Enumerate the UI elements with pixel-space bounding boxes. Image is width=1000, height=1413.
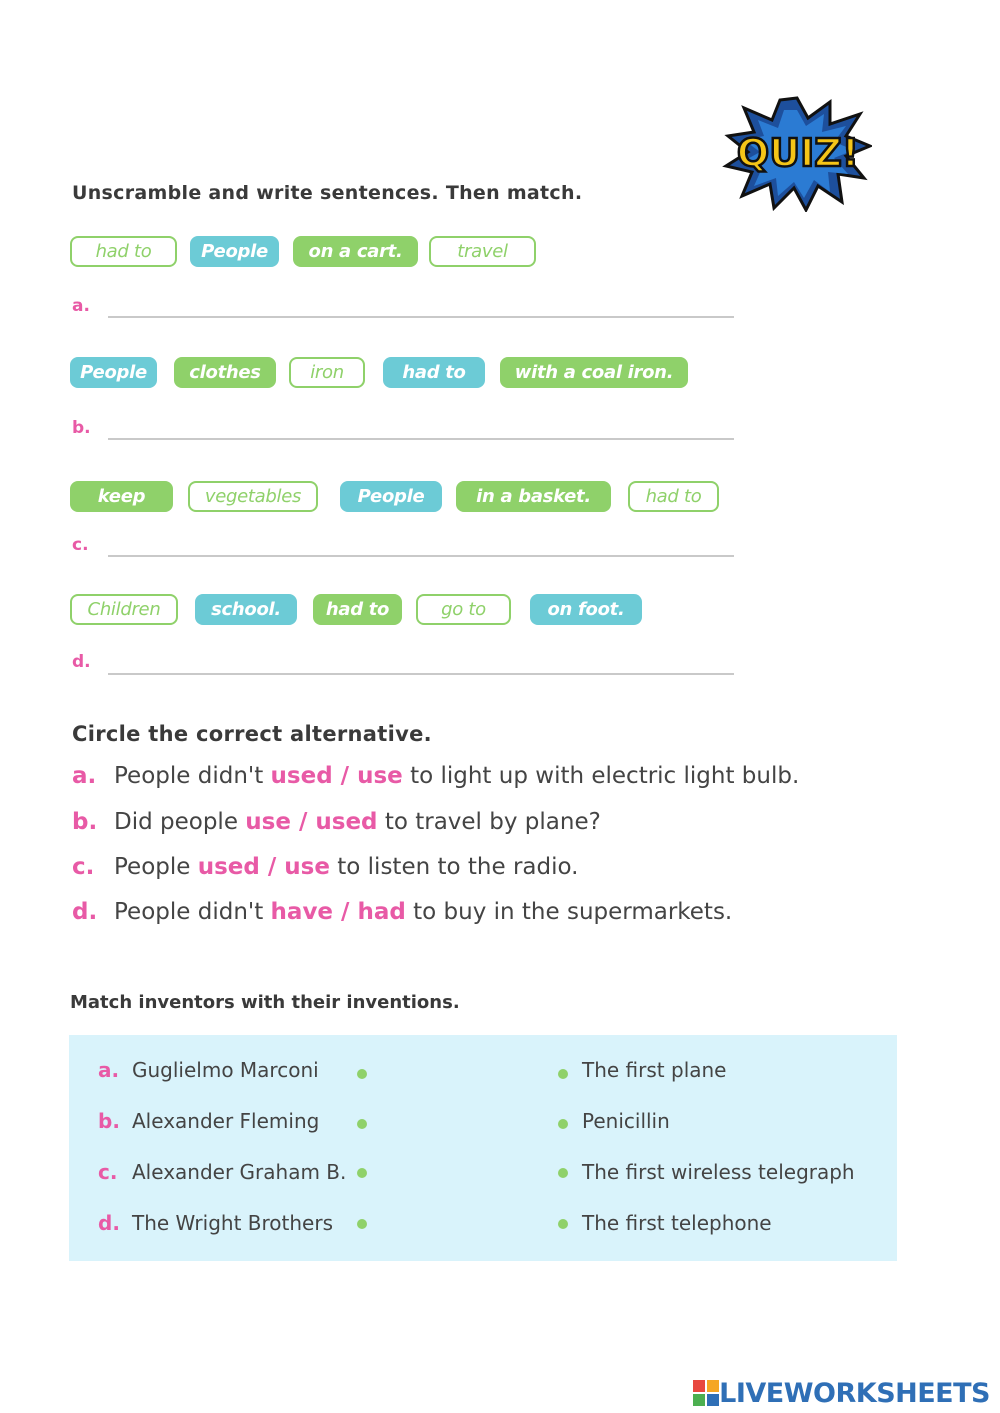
item-label: b. [72,809,98,835]
inventor-label: d. [98,1211,120,1235]
word-chip[interactable]: iron [289,357,365,388]
match-dot-left-b[interactable] [357,1119,367,1129]
answer-line-a[interactable] [108,316,734,318]
match-dot-right-4[interactable] [558,1219,568,1229]
circle-item-c [72,854,578,880]
item-text-pre: People [114,854,198,880]
inventor-b [98,1109,319,1133]
answer-line-b[interactable] [108,438,734,440]
match-dot-right-1[interactable] [558,1069,568,1079]
circle-item-a [72,763,799,789]
section-heading-match: Match inventors with their inventions. [70,992,460,1013]
invention-2: Penicillin [582,1109,670,1133]
match-dot-left-d[interactable] [357,1219,367,1229]
word-chip[interactable]: People [190,236,279,267]
row-label-b: b. [72,418,91,438]
word-chip[interactable]: go to [416,594,511,625]
match-dot-right-2[interactable] [558,1119,568,1129]
word-chip[interactable]: clothes [174,357,276,388]
word-chip[interactable]: vegetables [188,481,318,512]
word-chip[interactable]: had to [313,594,402,625]
match-dot-left-a[interactable] [357,1069,367,1079]
inventor-name: Alexander Graham B. [132,1160,347,1184]
word-chip[interactable]: had to [383,357,485,388]
word-chip[interactable]: People [70,357,157,388]
invention-1: The first plane [582,1058,727,1082]
word-chip[interactable]: school. [195,594,297,625]
quiz-badge-image [722,96,872,212]
live-grid-icon [693,1380,719,1406]
item-text-post: to light up with electric light bulb. [402,763,800,789]
alternatives[interactable]: used / use [197,854,330,880]
inventor-name: The Wright Brothers [132,1211,333,1235]
section-heading-unscramble: Unscramble and write sentences. Then match. [72,182,583,204]
word-chip[interactable]: keep [70,481,173,512]
alternatives[interactable]: used / use [270,763,403,789]
item-text-pre: People didn't [114,899,271,925]
item-text-pre: People didn't [114,763,271,789]
word-chip[interactable]: had to [70,236,177,267]
word-chip[interactable]: had to [628,481,719,512]
row-label-c: c. [72,535,89,555]
item-label: c. [72,854,95,880]
invention-4: The first telephone [582,1211,772,1235]
inventor-label: c. [98,1160,118,1184]
word-chip[interactable]: travel [429,236,536,267]
word-chip[interactable]: People [340,481,442,512]
item-text-post: to buy in the supermarkets. [405,899,733,925]
word-chip[interactable]: Children [70,594,178,625]
circle-item-b [72,809,601,835]
word-chip[interactable]: in a basket. [456,481,611,512]
item-label: a. [72,763,97,789]
word-chip[interactable]: on a cart. [293,236,418,267]
item-label: d. [72,899,98,925]
circle-item-d [72,899,732,925]
item-text-pre: Did people [114,809,246,835]
inventor-d [98,1211,333,1235]
answer-line-c[interactable] [108,555,734,557]
inventor-label: a. [98,1058,120,1082]
alternatives[interactable]: have / had [270,899,406,925]
inventor-c [98,1160,346,1184]
brand-name: LIVEWORKSHEETS [719,1377,990,1409]
item-text-post: to travel by plane? [377,809,601,835]
section-heading-circle: Circle the correct alternative. [72,722,432,746]
inventor-a [98,1058,319,1082]
quiz-badge-text: QUIZ! [736,131,860,175]
word-chip[interactable]: with a coal iron. [500,357,688,388]
alternatives[interactable]: use / used [245,809,378,835]
answer-line-d[interactable] [108,673,734,675]
inventor-label: b. [98,1109,120,1133]
row-label-d: d. [72,652,91,672]
liveworksheets-logo [693,1378,990,1408]
match-dot-right-3[interactable] [558,1168,568,1178]
word-chip[interactable]: on foot. [530,594,642,625]
row-label-a: a. [72,296,90,316]
inventor-name: Alexander Fleming [132,1109,320,1133]
invention-3: The first wireless telegraph [582,1160,855,1184]
match-dot-left-c[interactable] [357,1168,367,1178]
item-text-post: to listen to the radio. [329,854,579,880]
inventor-name: Guglielmo Marconi [132,1058,319,1082]
